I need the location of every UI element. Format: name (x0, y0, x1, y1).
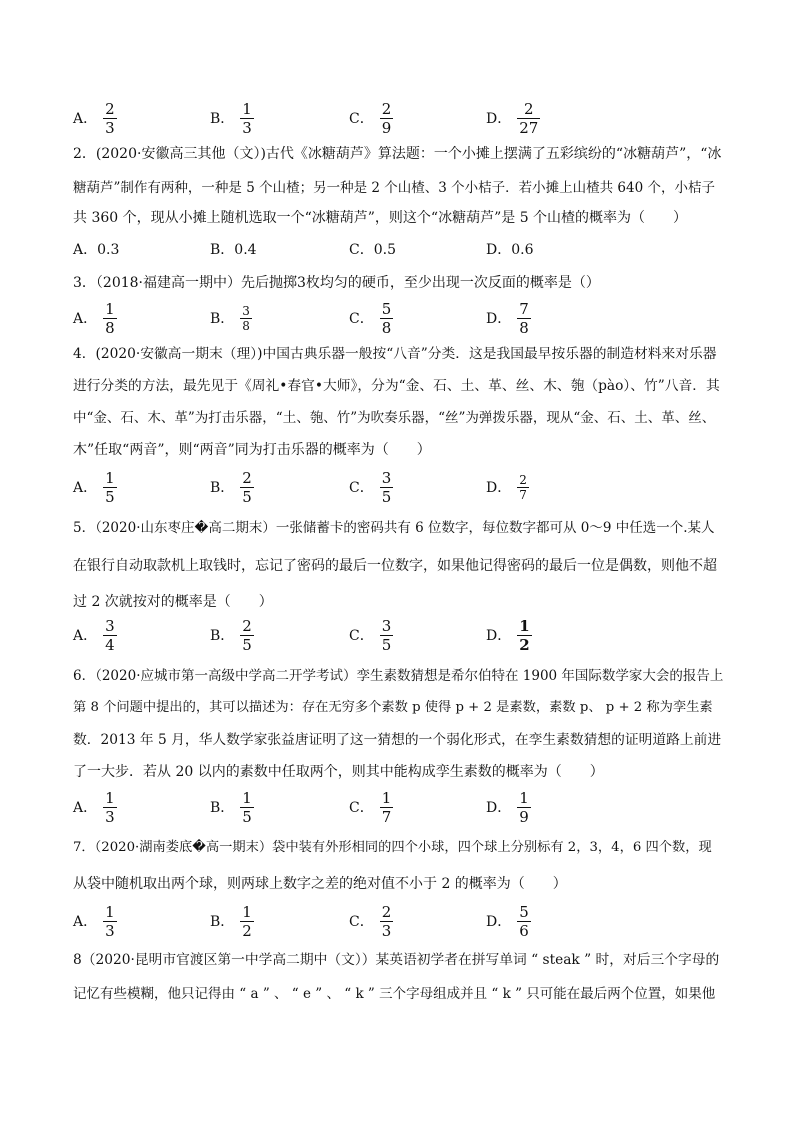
q5-line-2: 在银行自动取款机上取钱时，忘记了密码的最后一位数字，如果他记得密码的最后一位是偶数，则他不超 (73, 558, 717, 574)
q3-option-d: D． $\frac{7}{8}$ (486, 299, 529, 337)
q2-line-3: 共 360 个，现从小摊上随机选取一个“冰糖葫芦”，则这个“冰糖葫芦”是 5 个山楂的概率为（ ） (73, 210, 688, 226)
q7-options (73, 898, 693, 944)
q5-option-b: B． $\frac{2}{5}$ (210, 616, 252, 654)
q5-option-c: C． $\frac{3}{5}$ (349, 616, 392, 654)
q2-option-d: D．0.6 (486, 242, 534, 258)
q3-option-c: C． $\frac{5}{8}$ (349, 299, 392, 337)
q6-option-b: B． $\frac{1}{5}$ (210, 788, 252, 826)
q7-line-2: 从袋中随机取出两个球，则两球上数字之差的绝对值不小于 2 的概率为（ ） (73, 876, 567, 892)
q4-line-3: 中“金、石、木、革”为打击乐器，“土、匏、竹”为吹奏乐器，“丝”为弹拨乐器，现从“金、石、土、革、丝、 (73, 410, 716, 426)
q3-option-b: B． $\frac{3}{8}$ (210, 303, 250, 333)
q8-line-2: 记忆有些模糊，他只记得由 “ a ” 、 “ e ” 、 “ k ” 三个字母组成并且 “ k ” 只可能在最后两个位置，如果他 (73, 986, 716, 1002)
q5-line-1: 5．（2020·山东枣庄�高二期末）一张储蓄卡的密码共有 6 位数字，每位数字都可从 0～9 中任选一个.某人 (73, 520, 715, 536)
q2-option-b: B．0.4 (210, 242, 257, 258)
q4-option-d: D． $\frac{2}{7}$ (486, 472, 527, 502)
q6-line-1: 6．（2020·应城市第一高级中学高二开学考试）孪生素数猜想是希尔伯特在 1900 年国际数学家大会的报告上 (73, 668, 724, 684)
q6-line-4: 了一大步．若从 20 以内的素数中任取两个，则其中能构成孪生素数的概率为（ ） (73, 764, 604, 780)
q7-option-a: A． $\frac{1}{3}$ (73, 902, 115, 940)
q2-line-2: 糖葫芦”制作有两种，一种是 5 个山楂；另一种是 2 个山楂、3 个小桔子．若小摊上山楂共 640 个，小桔子 (73, 180, 715, 196)
q5-line-3: 过 2 次就按对的概率是（ ） (73, 594, 273, 610)
q2-options (73, 226, 693, 272)
q7-line-1: 7．（2020·湖南娄底�高一期末）袋中装有外形相同的四个小球，四个球上分别标有 2，3，4，6 四个数，现 (73, 840, 712, 855)
q8-line-1: 8（2020·昆明市官渡区第一中学高二期中（文））某英语初学者在拼写单词 “ steak ” 时，对后三个字母的 (73, 952, 720, 968)
q4-option-b: B． $\frac{2}{5}$ (210, 468, 252, 506)
q2-line-1: 2．(2020·安徽高三其他（文）)古代《冰糖葫芦》算法题：一个小摊上摆满了五彩缤纷的“冰糖葫芦”，“冰 (73, 146, 722, 162)
q4-line-1: 4．(2020·安徽高一期末（理）)中国古典乐器一般按“八音”分类．这是我国最早按乐器的制造材料来对乐器 (73, 346, 717, 362)
q7-option-c: C． $\frac{2}{3}$ (349, 902, 392, 940)
q7-option-d: D． $\frac{5}{6}$ (486, 902, 529, 940)
q6-line-2: 第 8 个问题中提出的，其可以描述为：存在无穷多个素数 p 使得 p + 2 是素数，素数 p、 p + 2 称为孪生素 (73, 700, 713, 715)
q3-options (73, 295, 693, 341)
q3-line-1: 3．（2018·福建高一期中）先后抛掷3枚均匀的硬币，至少出现一次反面的概率是（） (73, 275, 600, 291)
q1-option-b: B． $\frac{1}{3}$ (210, 99, 252, 137)
q5-options (73, 612, 693, 658)
q5-option-d: D． $\frac{1}{2}$ (486, 616, 530, 654)
q3-option-a: A． $\frac{1}{8}$ (73, 299, 115, 337)
q1-option-d: D． $\frac{2}{27}$ (486, 99, 539, 137)
q2-option-a: A．0.3 (73, 242, 120, 258)
q6-option-a: A． $\frac{1}{3}$ (73, 788, 115, 826)
q2-option-c: C．0.5 (349, 242, 396, 258)
q4-option-c: C． $\frac{3}{5}$ (349, 468, 392, 506)
q6-line-3: 数．2013 年 5 月，华人数学家张益唐证明了这一猜想的一个弱化形式，在孪生素数猜想的证明道路上前进 (73, 732, 722, 748)
q4-option-a: A． $\frac{1}{5}$ (73, 468, 115, 506)
q1-option-a: A． $\frac{2}{3}$ (73, 99, 115, 137)
q1-options (73, 95, 693, 141)
q6-options (73, 784, 693, 830)
q5-option-a: A． $\frac{3}{4}$ (73, 616, 115, 654)
q4-line-2: 进行分类的方法，最先见于《周礼•春官•大师》，分为“金、石、土、革、丝、木、匏（pào）、竹”八音．其 (73, 378, 720, 394)
q7-option-b: B． $\frac{1}{2}$ (210, 902, 252, 940)
q6-option-d: D． $\frac{1}{9}$ (486, 788, 529, 826)
q1-option-c: C． $\frac{2}{9}$ (349, 99, 392, 137)
q4-line-4: 木”任取“两音”，则“两音”同为打击乐器的概率为（ ） (73, 442, 431, 458)
q4-options (73, 464, 693, 510)
q6-option-c: C． $\frac{1}{7}$ (349, 788, 392, 826)
